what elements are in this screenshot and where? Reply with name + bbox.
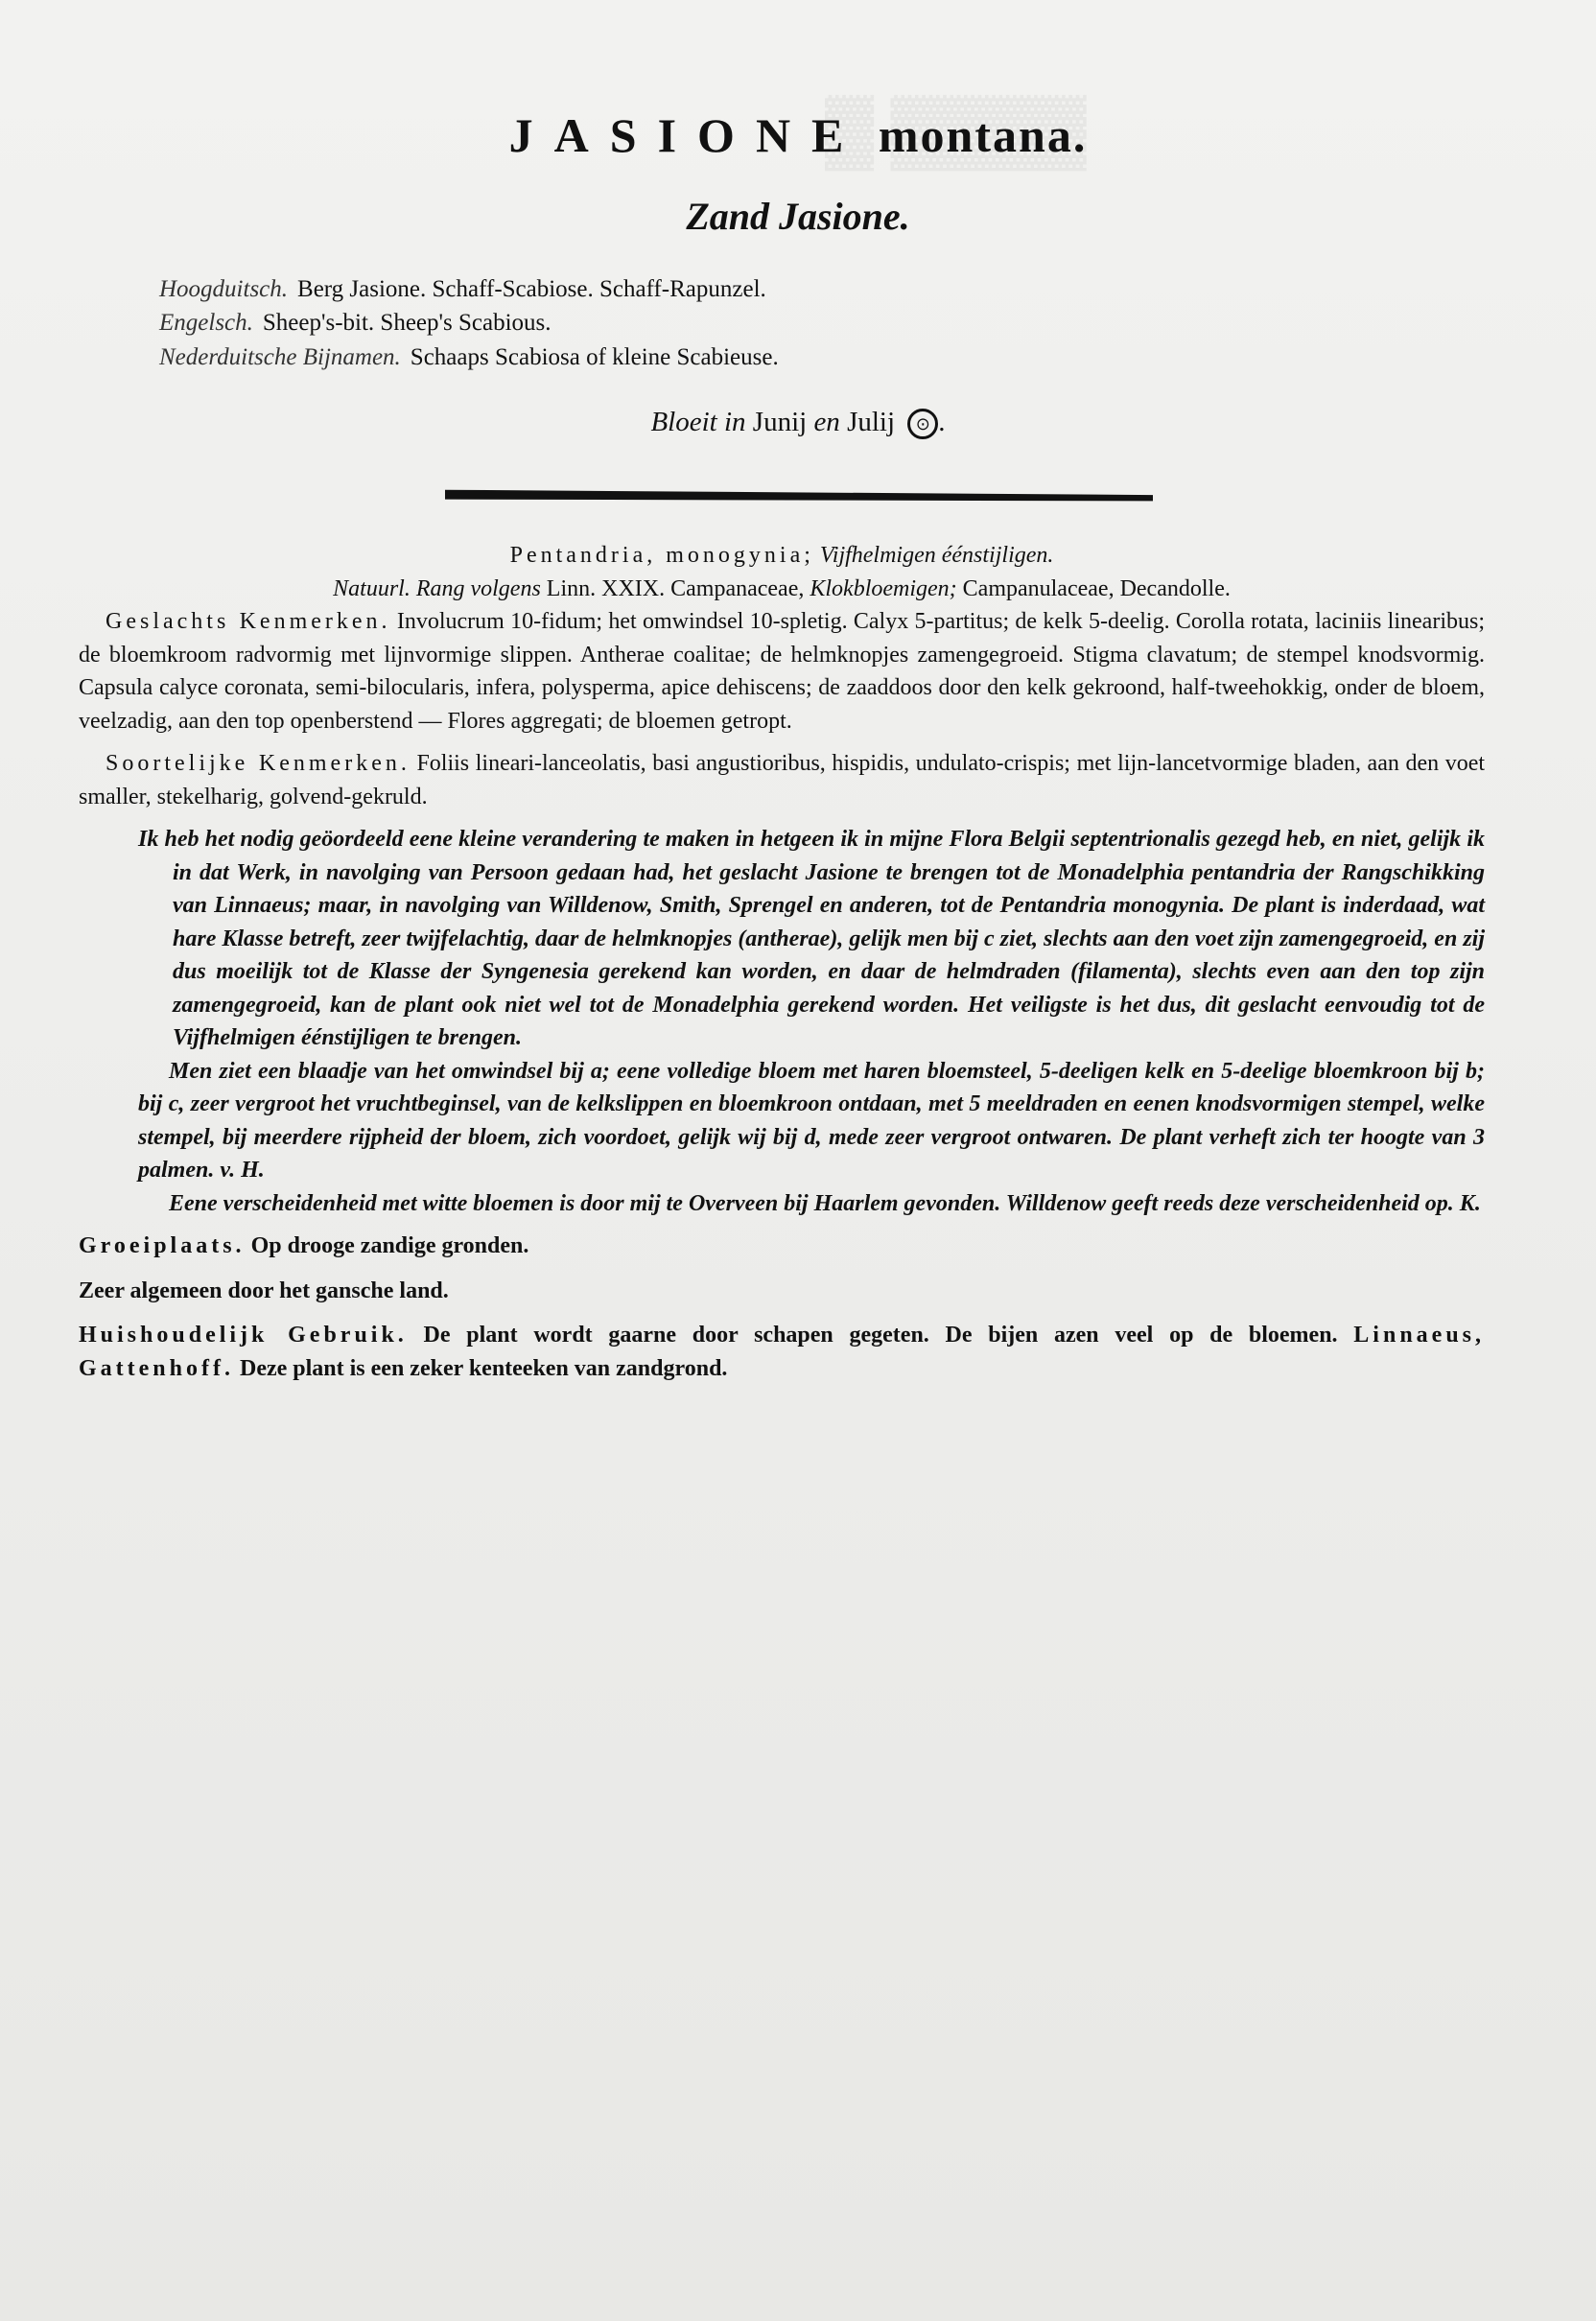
vernacular-dutch (159, 343, 1022, 372)
decorative-rule (445, 487, 1153, 504)
section-heading: Groeiplaats. (79, 1233, 246, 1258)
vernacular-names: Berg Jasione. Schaff-Scabiose. Schaff-Rapunzel. (297, 276, 766, 302)
bloom-conj: en (813, 407, 840, 437)
vernacular-names: Sheep's-bit. Sheep's Scabious. (262, 310, 552, 336)
genus-name: JASIONE (508, 108, 865, 162)
annual-symbol-icon: ⊙ (907, 409, 938, 439)
note-classification: Ik heb het nodig geöordeeld eene kleine verandering te maken in hetgeen ik in mijne Flora Belgii septentrionalis gezegd heb, en niet, gelijk ik in dat Werk, in navolging van Persoon gedaan had, het geslacht Jasione te brengen tot de Monadelphia pentandria der Rangschikking van Linnaeus; maar, in navolging van Willdenow, Smith, Sprengel en anderen, tot de Pentandria monogynia. De plant is inderdaad, wat hare Klasse betreft, zeer twijfelachtig, daar de helmknopjes (antherae), gelijk men bij c ziet, slechts aan den voet zijn zamengegroeid, en zij dus moeilijk tot de Klasse der Syngenesia gerekend kan worden, en daar de helmdraden (filamenta), slechts even aan den top zijn zamengegroeid, kan de plant ook niet wel tot de Monadelphia gerekend worden. Het veiligste is het dus, dit geslacht eenvoudig tot de Vijfhelmigen éénstijligen te brengen. (138, 827, 1485, 1050)
habitat (79, 1230, 1485, 1263)
habitat-and-use (79, 1230, 1485, 1385)
section-heading: Huishoudelijk Gebruik. (79, 1323, 408, 1348)
flowering-period: Bloeit in Junij en Julij ⊙ . (0, 407, 1596, 439)
genus-characters (79, 605, 1485, 738)
species-characters (79, 747, 1485, 813)
vernacular-english (159, 309, 1022, 338)
page-title (0, 107, 1596, 163)
section-text: Deze plant is een zeker kenteeken van zandgrond. (239, 1355, 728, 1381)
section-text: Foliis lineari-lanceolatis, basi angustioribus, hispidis, undulato-crispis; met lijn-lancetvormige bladen, aan den voet smaller, stekelharig, golvend-gekruld. (79, 751, 1486, 809)
vernacular-language: Nederduitsche Bijnamen. (159, 344, 401, 370)
dutch-name: Zand Jasione. (686, 195, 910, 238)
vernacular-german (159, 275, 1022, 304)
species-name: montana. (878, 108, 1088, 162)
section-text: Involucrum 10-fidum; het omwindsel 10-spletig. Calyx 5-partitus; de kelk 5-deelig. Corolla rotata, laciniis linearibus; de bloemkroom radvormig met lijnvormige slippen. Antherae coalitae; de helmknopjes zamengegroeid. Stigma clavatum; de stempel knodsvormig. Capsula calyce coronata, semi-bilocularis, infera, polysperma, apice dehiscens; de zaaddoos door den kelk gekroond, half-tweehokkig, onder de bloem, veelzadig, aan den top openberstend — Flores aggregati; de bloemen getropt. (79, 609, 1485, 734)
note-figures: Men ziet een blaadje van het omwindsel bij a; eene volledige bloem met haren bloemsteel, 5-deeligen kelk en 5-deelige bloemkroon bij b; bij c, zeer vergroot het vruchtbeginsel, van de kelkslippen en bloemkroon ontdaan, met 5 meeldraden en eenen knodsvormigen stempel, welke stempel, bij meerdere rijpheid der bloem, zich voordoet, gelijk wij bij d, mede zeer vergroot ontwaren. De plant verheft zich ter hoogte van 3 palmen. v. H. (138, 1058, 1485, 1183)
classification-linnaean: Pentandria, monogynia; Vijfhelmigen éénstijligen. (509, 543, 1054, 568)
bloom-month-1: Junij (752, 407, 808, 437)
section-text: De plant wordt gaarne door schapen gegeten. De bijen azen veel op de bloemen. (423, 1323, 1338, 1348)
section-text: Op drooge zandige gronden. (250, 1233, 529, 1258)
section-heading: Soortelijke Kenmerken. (106, 751, 411, 776)
vernacular-language: Hoogduitsch. (159, 276, 289, 302)
bloom-label: Bloeit in (650, 407, 746, 437)
vernacular-names: Schaaps Scabiosa of kleine Scabieuse. (410, 344, 779, 370)
distribution: Zeer algemeen door het gansche land. (79, 1278, 449, 1303)
economic-use (79, 1319, 1485, 1385)
note-variety: Eene verscheidenheid met witte bloemen is door mij te Overveen bij Haarlem gevonden. Willdenow geeft reeds deze verscheidenheid op. K. (169, 1190, 1481, 1216)
main-text (79, 539, 1485, 1385)
classification-natural: Natuurl. Rang volgens Linn. XXIX. Campanaceae, Klokbloemigen; Campanulaceae, Decandolle. (333, 575, 1231, 601)
vernacular-language: Engelsch. (159, 310, 253, 336)
bloom-month-2: Julij (847, 407, 896, 437)
cited-authors: Linnaeus, Gattenhoff. (79, 1323, 1486, 1381)
section-heading: Geslachts Kenmerken. (106, 609, 391, 634)
